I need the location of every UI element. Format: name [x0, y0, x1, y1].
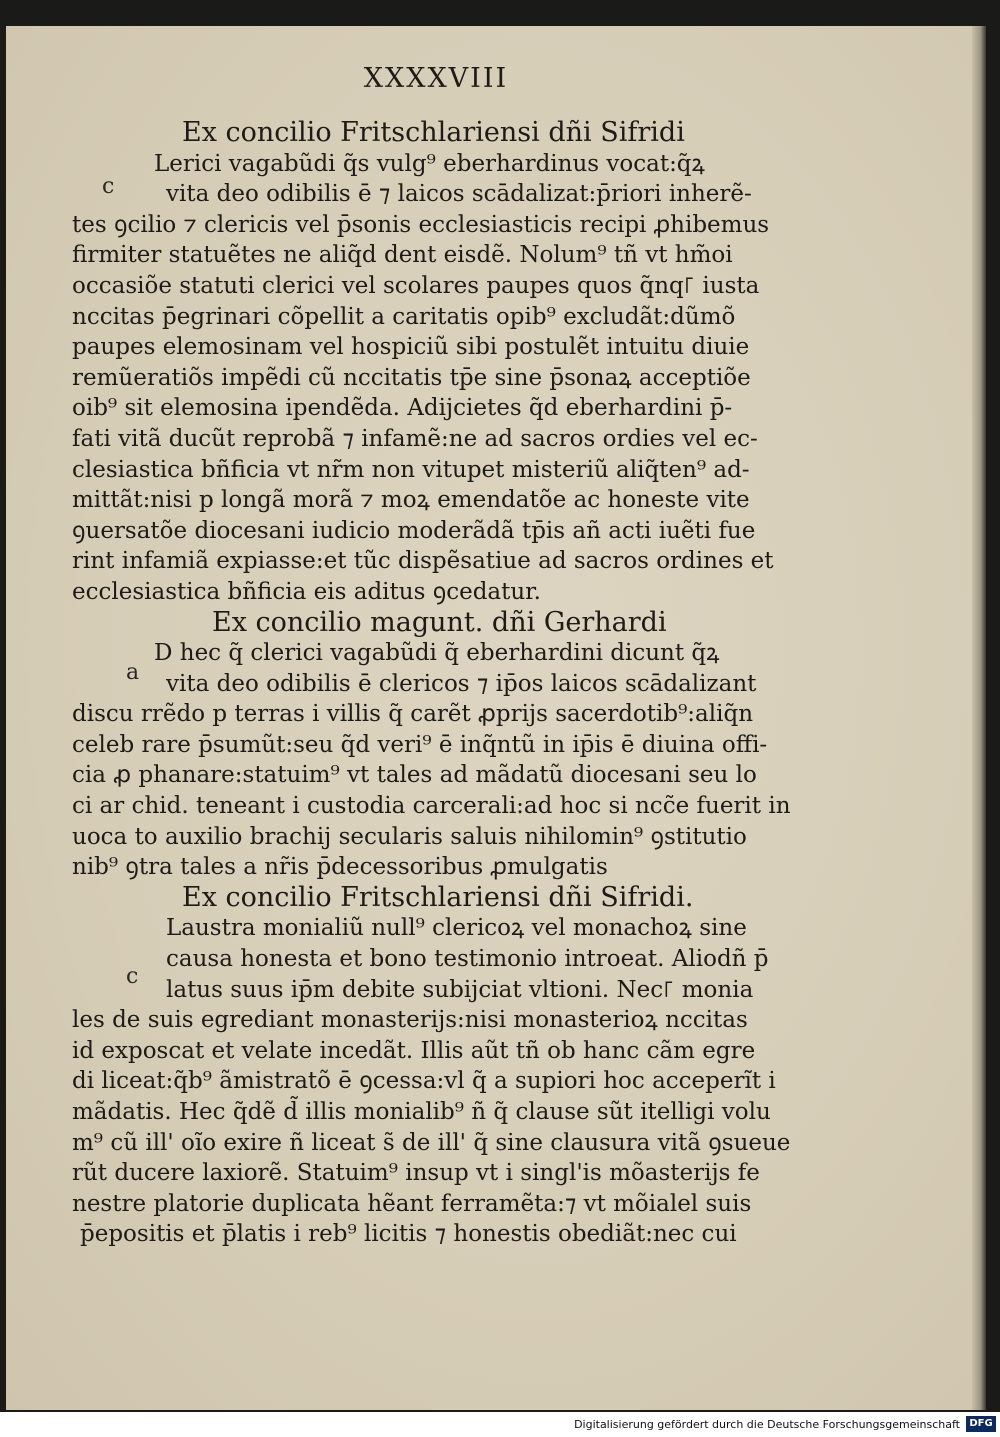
- text-line: vita deo odibilis ē clericos ⁊ ip̄os laicos scādalizant: [166, 670, 757, 697]
- section-heading: Ex concilio Fritschlariensi dñi Sifridi.: [182, 881, 694, 913]
- footer-bar: [0, 1412, 1000, 1437]
- text-line: rũt ducere laxiorẽ. Statuim⁹ insup vt i singl'is mõasterijs fe: [72, 1160, 760, 1187]
- text-line: rint infamiã expiasse:et tũc dispẽsatiue ad sacros ordines et: [72, 548, 774, 575]
- text-line: firmiter statuẽtes ne aliq̃d dent eisdẽ. Nolum⁹ tñ vt hm̃oi: [72, 242, 733, 269]
- page-edge: [972, 26, 986, 1410]
- funding-credit: Digitalisierung gefördert durch die Deutsche Forschungsgemeinschaft: [574, 1418, 960, 1431]
- margin-mark: c: [126, 964, 139, 989]
- margin-mark: a: [126, 660, 140, 685]
- text-line: paupes elemosinam vel hospiciũ sibi postulẽt intuitu diuie: [72, 334, 750, 361]
- text-line: celeb rare p̄sumũt:seu q̃d veri⁹ ē inq̃ntũ in ip̄is ē diuina offi-: [72, 731, 768, 758]
- text-line: remũeratiõs impẽdi cũ nccitatis tp̄e sine p̄sonaꝝ acceptiõe: [72, 364, 751, 391]
- text-line: p̄epositis et p̄latis i reb⁹ licitis ⁊ honestis obediãt:nec cui: [80, 1221, 737, 1248]
- text-line: occasiõe statuti clerici vel scolares paupes quos q̃nq꜒ iusta: [72, 272, 760, 299]
- margin-mark: c: [102, 174, 115, 199]
- text-line: oib⁹ sit elemosina ipendẽda. Adijcietes q̃d eberhardini p̄-: [72, 395, 733, 422]
- text-line: causa honesta et bono testimonio introeat. Aliodñ p̄: [166, 946, 769, 973]
- text-line: uoca to auxilio brachij secularis saluis nihilomin⁹ ꝯstitutio: [72, 823, 747, 850]
- text-line: vita deo odibilis ē ⁊ laicos scādalizat:p̄riori inherẽ-: [166, 181, 752, 208]
- text-line: discu rrẽdo p terras i villis q̃ carẽt ꝓprijs sacerdotib⁹:aliq̃n: [72, 701, 754, 728]
- section-heading: Ex concilio Fritschlariensi dñi Sifridi: [182, 117, 685, 148]
- folio-number: XXXXVIII: [363, 63, 509, 94]
- text-line: fati vitã ducũt reprobã ⁊ infamẽ:ne ad sacros ordies vel ec-: [72, 425, 758, 452]
- text-line: di liceat:q̃b⁹ ãmistratõ ē ꝯcessa:vl q̃ a supiori hoc acceperĩt i: [72, 1068, 776, 1095]
- text-line: latus suus ip̄m debite subijciat vltioni. Nec꜒ monia: [166, 976, 754, 1003]
- book-page: [6, 26, 972, 1410]
- text-line: ecclesiastica bñficia eis aditus ꝯcedatur.: [72, 578, 541, 605]
- text-line: D hec q̃ clerici vagabũdi q̃ eberhardini dicunt q̃ꝝ: [154, 640, 720, 667]
- text-block: [72, 118, 792, 1250]
- text-line: cia ꝓ phanare:statuim⁹ vt tales ad mãdatũ diocesani seu lo: [72, 762, 757, 789]
- text-line: mãdatis. Hec q̃dẽ d̃ illis monialib⁹ ñ q̃ clause sũt itelligi volu: [72, 1099, 771, 1125]
- text-line: Laustra monialiũ null⁹ clericoꝝ vel monachoꝝ sine: [166, 915, 747, 942]
- text-line: tes ꝯcilio ⁊ clericis vel p̄sonis ecclesiasticis recipi ꝓhibemus: [72, 211, 770, 238]
- section-heading: Ex concilio magunt. dñi Gerhardi: [212, 606, 667, 638]
- text-line: id exposcat et velate incedãt. Illis aũt tñ ob hanc cãm egre: [72, 1037, 756, 1064]
- text-line: les de suis egrediant monasterijs:nisi monasterioꝝ nccitas: [72, 1007, 748, 1034]
- text-line: ꝯuersatõe diocesani iudicio moderãdã tp̄is añ acti iuẽti fue: [72, 517, 756, 544]
- text-line: ci ar chid. teneant i custodia carcerali:ad hoc si ncc̃e fuerit in: [72, 793, 791, 820]
- text-line: nestre platorie duplicata hẽant ferramẽta:⁊ vt mõialel suis: [72, 1190, 752, 1217]
- dfg-logo: DFG: [966, 1416, 996, 1432]
- text-line: Lerici vagabũdi q̃s vulg⁹ eberhardinus vocat:q̃ꝝ: [154, 150, 705, 177]
- text-line: m⁹ cũ ill' oĩo exire ñ liceat s̃ de ill' q̃ sine clausura vitã ꝯsueue: [72, 1129, 791, 1156]
- text-line: mittãt:nisi p longã morã ⁊ moꝝ emendatõe ac honeste vite: [72, 487, 750, 514]
- text-line: clesiastica bñficia vt nr̃m non vitupet misteriũ aliq̃ten⁹ ad-: [72, 456, 750, 483]
- text-line: nccitas p̄egrinari cõpellit a caritatis opib⁹ excludãt:dũmõ: [72, 303, 736, 330]
- text-line: nib⁹ ꝯtra tales a nr̃is p̄decessoribus ꝓmulgatis: [72, 854, 608, 881]
